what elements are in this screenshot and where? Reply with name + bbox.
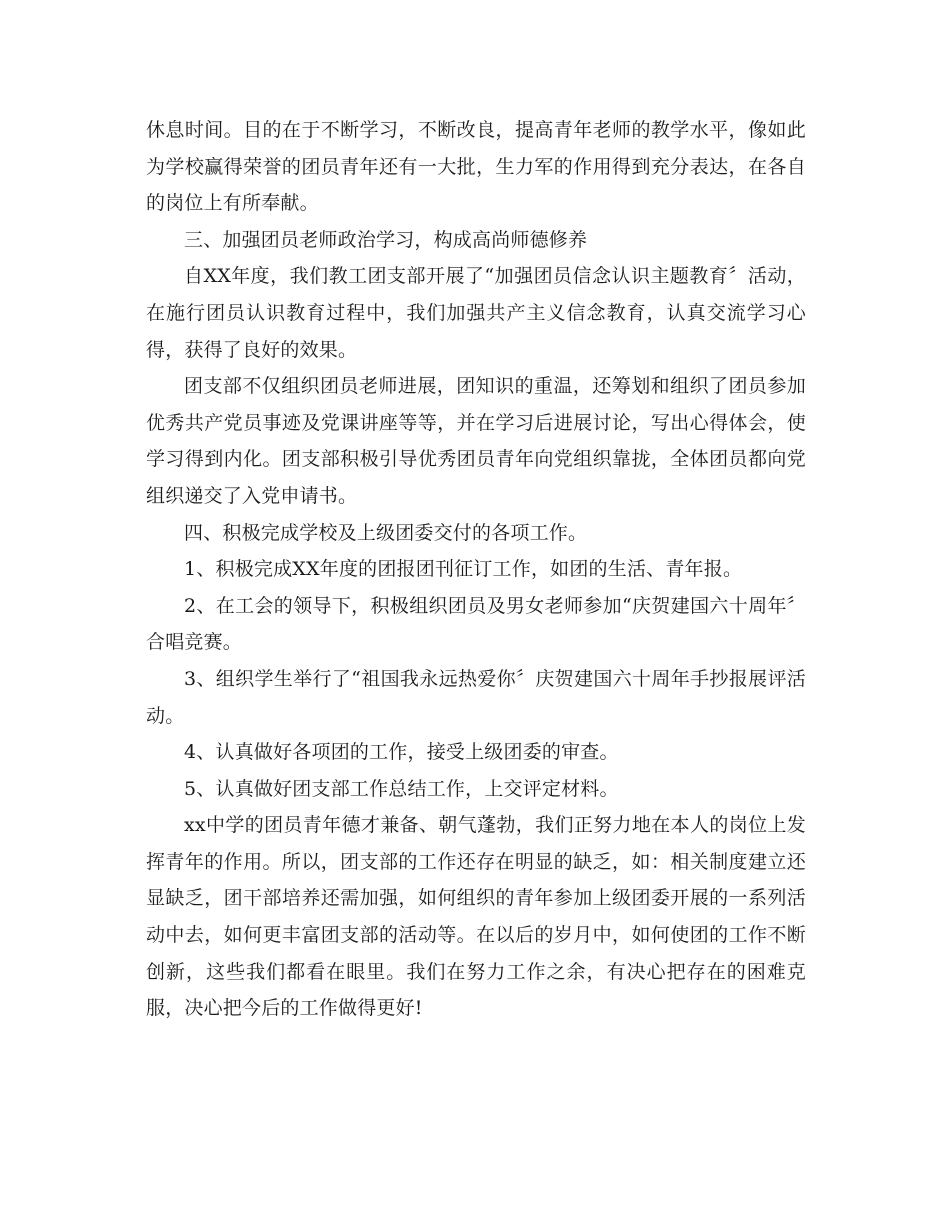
list-item: 2、在工会的领导下，积极组织团员及男女老师参加“庆贺建国六十周年〞合唱竞赛。 [146, 594, 806, 654]
paragraph: 团支部不仅组织团员老师进展，团知识的重温，还筹划和组织了团员参加优秀共产党员事迹及党课讲座等等，并在学习后进展讨论，写出心得体会，使学习得到内化。团支部积极引导优秀团员青年向党组织靠拢，全体团员都向党组织递交了入党申请书。 [146, 375, 806, 507]
list-item: 1、积极完成XX年度的团报团刊征订工作，如团的生活、青年报。 [184, 558, 743, 581]
section-heading: 三、加强团员老师政治学习，构成高尚师德修养 [184, 228, 588, 251]
section-heading: 四、积极完成学校及上级团委交付的各项工作。 [184, 521, 588, 544]
paragraph: xx中学的团员青年德才兼备、朝气蓬勃，我们正努力地在本人的岗位上发挥青年的作用。所以，团支部的工作还存在明显的缺乏，如：相关制度建立还显缺乏，团干部培养还需加强，如何组织的青年参加上级团委开展的一系列活动中去，如何更丰富团支部的活动等。在以后的岁月中，如何使团的工作不断创新，这些我们都看在眼里。我们在努力工作之余，有决心把存在的困难克服，决心把今后的工作做得更好! [146, 814, 806, 1020]
list-item: 3、组织学生举行了“祖国我永远热爱你〞庆贺建国六十周年手抄报展评活动。 [146, 667, 806, 727]
list-item: 5、认真做好团支部工作总结工作，上交评定材料。 [184, 777, 619, 800]
list-item: 4、认真做好各项团的工作，接受上级团委的审查。 [184, 741, 619, 764]
document-body [146, 112, 806, 1027]
paragraph: 休息时间。目的在于不断学习，不断改良，提高青年老师的教学水平，像如此为学校赢得荣誉的团员青年还有一大批，生力军的作用得到充分表达，在各自的岗位上有所奉献。 [146, 119, 806, 215]
paragraph: 自XX年度，我们教工团支部开展了“加强团员信念认识主题教育〞活动，在施行团员认识教育过程中，我们加强共产主义信念教育，认真交流学习心得，获得了良好的效果。 [146, 265, 806, 361]
